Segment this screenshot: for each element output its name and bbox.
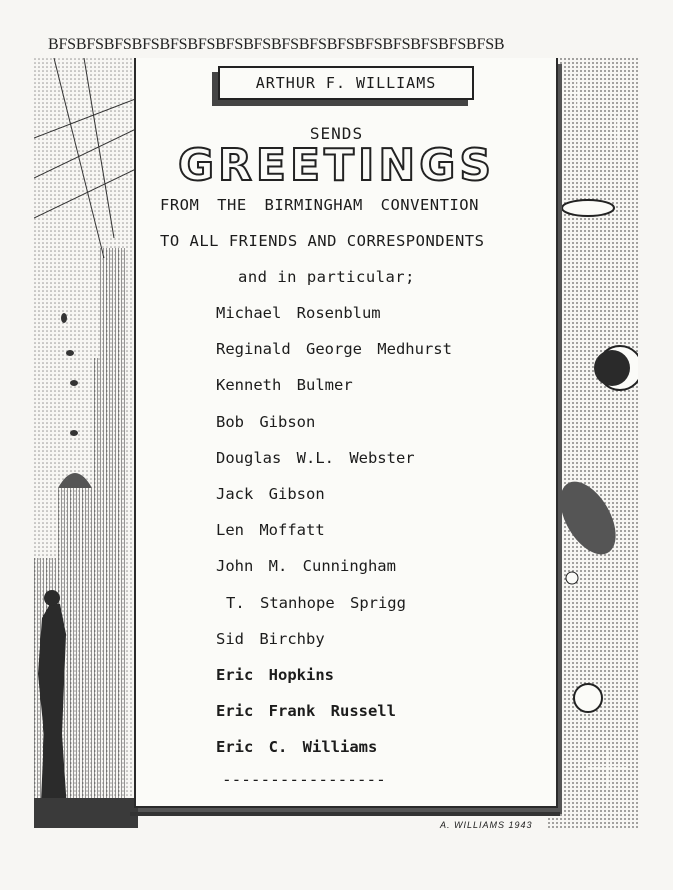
list-item: Reginald George Medhurst	[216, 340, 452, 359]
sends-heading: SENDS	[309, 124, 364, 143]
artist-signature: A. WILLIAMS 1943	[440, 820, 533, 830]
list-item: Eric Hopkins	[216, 665, 334, 684]
list-item: Kenneth Bulmer	[216, 376, 353, 395]
list-item: Jack Gibson	[216, 484, 325, 503]
recipients-line: TO ALL FRIENDS AND CORRESPONDENTS	[160, 232, 485, 250]
list-item: Bob Gibson	[216, 412, 316, 431]
header-strip: BFSBFSBFSBFSBFSBFSBFSBFSBFSBFSBFSBFSBFSBFSBFSBFSB	[48, 36, 505, 53]
list-item: John M. Cunningham	[216, 557, 396, 576]
particular-line: and in particular;	[238, 268, 415, 286]
greetings-title: GREETINGS	[177, 140, 496, 191]
list-item: Len Moffatt	[216, 521, 325, 540]
list-item: Eric C. Williams	[216, 738, 378, 757]
names-list	[216, 304, 546, 774]
name-plate: ARTHUR F. WILLIAMS	[218, 66, 474, 100]
convention-line: FROM THE BIRMINGHAM CONVENTION	[160, 196, 479, 214]
dashed-rule: -----------------	[222, 770, 386, 789]
list-item: Douglas W.L. Webster	[216, 448, 415, 467]
list-item: T. Stanhope Sprigg	[226, 593, 406, 612]
list-item: Eric Frank Russell	[216, 702, 396, 721]
list-item: Sid Birchby	[216, 629, 325, 648]
list-item: Michael Rosenblum	[216, 304, 381, 322]
bottom-rule	[130, 812, 560, 816]
